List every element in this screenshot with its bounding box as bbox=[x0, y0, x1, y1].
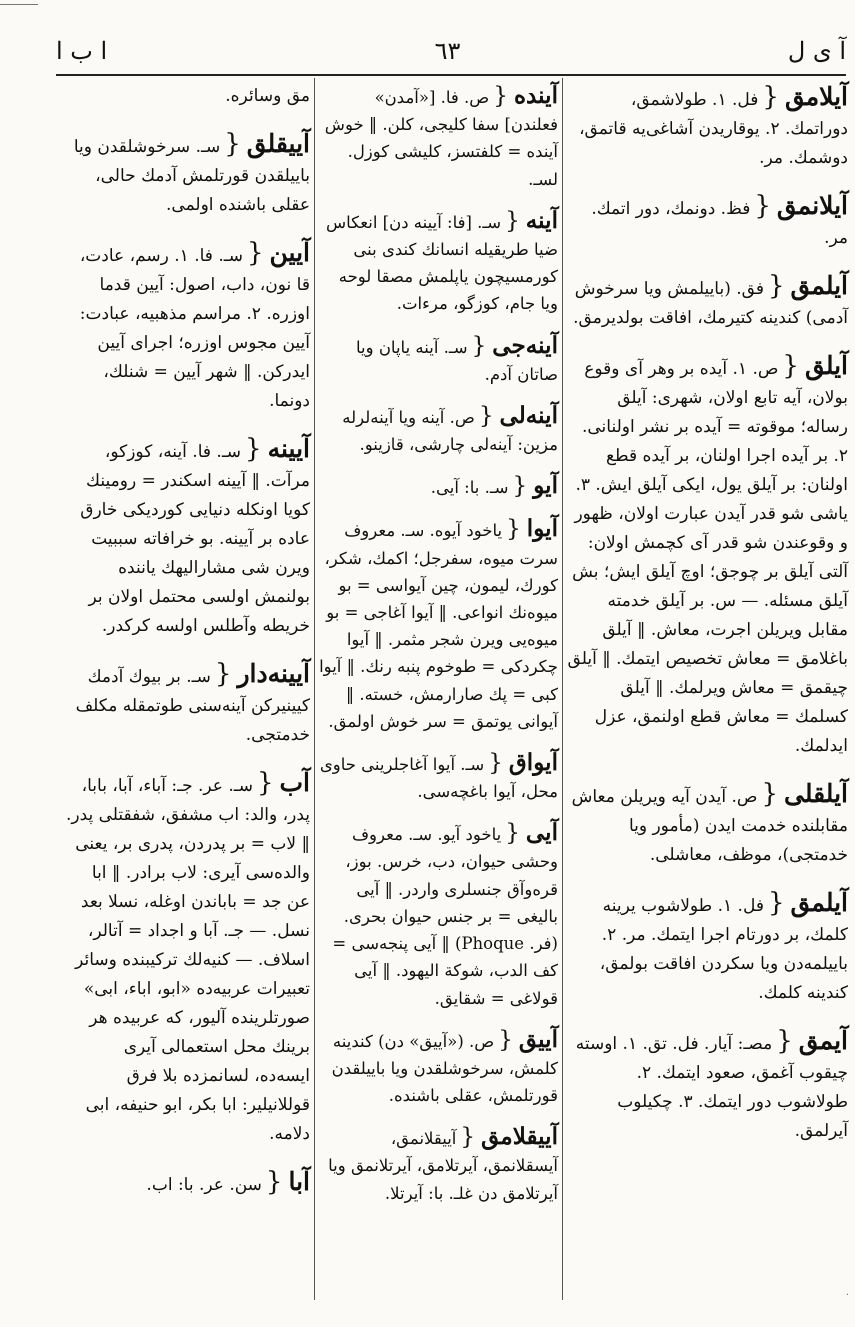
brace-mark: { bbox=[488, 749, 503, 776]
dictionary-entry bbox=[64, 1167, 310, 1204]
headword: آینه‌جی bbox=[492, 331, 558, 359]
headword: آییقلامق bbox=[481, 1123, 558, 1151]
column-middle bbox=[318, 82, 558, 1221]
brace-mark: { bbox=[245, 434, 262, 464]
dictionary-entry bbox=[566, 1026, 848, 1150]
definition: سن. عر. با: اب. bbox=[146, 1175, 262, 1195]
definition: سـ. آینه یاپان ویا صاتان آدم. bbox=[355, 337, 558, 384]
headword: آیینه‌دار bbox=[237, 659, 310, 688]
headword: آینه‌لی bbox=[499, 401, 558, 429]
dictionary-entry bbox=[64, 238, 310, 420]
column-right bbox=[566, 82, 848, 1164]
brace-mark: { bbox=[471, 332, 487, 359]
headword: آیلقلی bbox=[784, 779, 848, 808]
definition: آییقلانمق، آیسقلانمق، آیرتلامق، آیرتلانمق ویا آیرتلامق دن غلـ. با: آیرتلا. bbox=[328, 1129, 558, 1203]
definition: ص. ١. آیده بر وهر آی وقوع بولان، آیه تابع اولان، شهری: آیلق رساله؛ موقوته = آیده بر نشر اولنانی. ٢. بر آیده اجرا اولنان، بر آیده قطع اولنان: بر آیلق یول، ایکی آیلق ایش. ٣. یاشی شو قدر آیدن عبارت اولان، ظهور و وقوعندن شو قدر آی کچمش اولان: آلتی آیلق بر چوجق؛ اوچ آیلق ایش؛ بش آیلق مسئله. — س. بر آیلق خدمته مقابل ویریلن اجرت، معاش. ‖ آیلق باغلامق = معاش تخصیص ایتمك. ‖ آیلق چیقمق = معاش ویرلمك. ‖ آیلق کسلمك = معاش قطع اولنمق، عزل ایدلمك. bbox=[567, 359, 848, 756]
brace-mark: { bbox=[767, 888, 785, 918]
headword: آیلانمق bbox=[776, 191, 848, 220]
definition: مق وسائره. bbox=[225, 86, 310, 106]
headword: آیی bbox=[525, 819, 558, 847]
dictionary-entry bbox=[318, 332, 558, 392]
headword: آیمق bbox=[798, 1026, 848, 1055]
definition: ص. آینه ویا آینه‌لرله مزین: آینه‌لی چارشی، قازینو. bbox=[342, 407, 558, 455]
headword: آیینه bbox=[267, 434, 310, 463]
definition: فظ. دونمك، دور اتمك. مر. bbox=[591, 199, 848, 248]
left-guide-word: ا ب ا bbox=[56, 37, 108, 65]
brace-mark: { bbox=[762, 82, 779, 112]
brace-mark: { bbox=[265, 1167, 283, 1197]
headword: آینه bbox=[525, 206, 558, 234]
dictionary-entry bbox=[318, 82, 558, 197]
definition: فل. ١. طولاشمق، دوراتمك. ٢. یوقاریدن آشاغی‌یه قاتمق، دوشمك. مر. bbox=[579, 90, 848, 168]
right-guide-word: آ ی ل bbox=[787, 37, 846, 65]
dictionary-entry bbox=[318, 472, 558, 505]
brace-mark: { bbox=[767, 271, 785, 301]
dictionary-entry bbox=[64, 82, 310, 115]
dictionary-entry bbox=[318, 749, 558, 809]
definition: سـ. [فا: آیینه دن] انعکاس ضیا طریقیله انسانك کندی بنی کورمسیچون یاپلمش مصقا لوحه ویا جام، کوزگو، مرءات. bbox=[325, 212, 558, 314]
definition: سـ. فا. ١. رسم، عادت، قا نون، داب، اصول: آیین قدما اوزره. ٢. مراسم مذهبیه، عبادت: آیین مجوس اوزره؛ اجرای آیین ایدرکن. ‖ شهر آیین = شنلك، دونما. bbox=[79, 246, 310, 411]
headword: آییقلق bbox=[246, 129, 310, 158]
brace-mark: { bbox=[214, 659, 232, 689]
dictionary-entry bbox=[566, 779, 848, 874]
dictionary-entry bbox=[64, 434, 310, 645]
headword: آبا bbox=[288, 1167, 310, 1196]
brace-mark: { bbox=[761, 779, 779, 809]
dictionary-entry bbox=[318, 402, 558, 462]
column-divider-right bbox=[562, 78, 563, 1300]
dictionary-entry bbox=[318, 819, 558, 1016]
headword: آیلامق bbox=[784, 82, 848, 111]
dictionary-entry bbox=[318, 207, 558, 322]
definition: ص. («آییق» دن) کندینه کلمش، سرخوشلقدن ویا باییلقدن قورتلمش، عقلی باشنده. bbox=[331, 1031, 558, 1106]
definition: مصـ: آیار. فل. تق. ١. اوسته چیقوب آغمق، صعود ایتمك. ٢. طولاشوب دور ایتمك. ٣. چکیلوب آیرلمق. bbox=[575, 1034, 848, 1141]
page-speck: · bbox=[845, 1290, 849, 1301]
brace-mark: { bbox=[512, 473, 528, 500]
brace-mark: { bbox=[498, 1026, 513, 1053]
headword: آیلق bbox=[804, 351, 848, 380]
brace-mark: { bbox=[256, 768, 274, 798]
definition: یاخود آیوه. سـ. معروف سرت میوه، سفرجل؛ اکمك، شکر، کورك، لیمون، چین آیواسی = بو میوه‌نك انواعی. ‖ آیوا آغاجی = بو میوه‌یی ویرن شجر مثمر. ‖ آیوا چکردکی = طوخوم پنبه رنك. ‖ آیوا کبی = پك صارارمش، خسته. ‖ آیوانی یوتمق = سر خوش اولمق. bbox=[319, 521, 558, 731]
dictionary-entry bbox=[318, 515, 558, 739]
headword: آییق bbox=[518, 1025, 558, 1053]
dictionary-entry bbox=[566, 82, 848, 177]
dictionary-entry bbox=[566, 888, 848, 1012]
dictionary-entry bbox=[318, 1026, 558, 1114]
dictionary-entry bbox=[64, 659, 310, 754]
page-header bbox=[56, 28, 846, 76]
headword: آب bbox=[279, 768, 310, 797]
definition: سـ. با: آیی. bbox=[430, 478, 509, 498]
definition: سـ. فا. آینه، کوزکو، مرآت. ‖ آیینه اسکندر = رومینك کویا اونکله دنیایی کوردیکی خارق عاده بر آیینه. بو خرافاته سببیت ویرن شی مشارالیهك یاننده بولنمش اولسی محتمل اولان بر خریطه وآطلس اولسه کرکدر. bbox=[80, 442, 310, 636]
definition: یاخود آیو. سـ. معروف وحشی حیوان، دب، خرس. بوز، قره‌وآق جنسلری واردر. ‖ آیی بالیغی = بر جنس حیوان بحری. (فر. Phoque) ‖ آیی پنجه‌سی = کف الدب، شوکة الیهود. ‖ آیی قولاغی = شقایق. bbox=[332, 825, 558, 1008]
headword: آیین bbox=[269, 238, 310, 267]
headword: آیو bbox=[533, 472, 558, 500]
column-left bbox=[64, 82, 310, 1218]
headword: آیلمق bbox=[790, 888, 848, 917]
brace-mark: { bbox=[505, 820, 520, 847]
brace-mark: { bbox=[782, 351, 799, 381]
dictionary-entry bbox=[566, 271, 848, 337]
headword: آیوا bbox=[526, 515, 558, 543]
brace-mark: { bbox=[478, 402, 494, 429]
definition: فق. (باییلمش ویا سرخوش آدمی) کندینه کتیرمك، افاقت بولدیرمق. bbox=[573, 279, 848, 328]
definition: سـ. بر بیوك آدمك کیینیرکن آینه‌سنی طوتمقله مکلف خدمتجی. bbox=[75, 667, 310, 745]
headword: آیلمق bbox=[790, 271, 848, 300]
brace-mark: { bbox=[754, 191, 771, 221]
definition: ص. آیدن آیه ویریلن معاش مقابلنده خدمت ایدن (مأمور ویا خدمتجی)، موظف، معاشلی. bbox=[571, 787, 848, 865]
definition: سـ. عر. جـ: آباء، آبا، بابا، پدر، والد: اب مشفق، شفقتلی پدر. ‖ لاب = بر پدردن، پدری بر، یعنی والده‌سی آیری: لاب برادر. ‖ ابا عن جد = باباندن اوغله، نسلا بعد نسل. — جـ. آبا و اجداد = آتالر، اسلاف. — کنیه‌لك ترکیبنده وسائر تعبیرات عربیه‌ده «ابو، اباء، ابی» صورتلرینده آلیور، که عربیده هر برینك محل استعمالی آیری ایسه‌ده، لسانمزده بلا فرق قوللانیلیر: ابا بکر، ابو حنیفه، ابی دلامه. bbox=[65, 776, 310, 1144]
dictionary-entry bbox=[566, 191, 848, 257]
definition: فل. ١. طولاشوب یرینه کلمك، بر دورتام اجرا ایتمك. مر. ٢. باییلمه‌دن ویا سکردن افاقت بولمق، کندینه کلمك. bbox=[599, 896, 848, 1003]
brace-mark: { bbox=[460, 1124, 476, 1151]
dictionary-entry bbox=[566, 351, 848, 765]
brace-mark: { bbox=[246, 238, 264, 268]
brace-mark: { bbox=[493, 83, 508, 109]
dictionary-entry bbox=[318, 1123, 558, 1211]
definition: ص. فا. [«آمدن» فعلندن] سفا کلیجی، کلن. ‖ خوش آینده = کلفتسز، کلیشی کوزل. لسـ. bbox=[324, 88, 558, 189]
dictionary-entry bbox=[64, 129, 310, 224]
definition: سـ. سرخوشلقدن ویا باییلقدن قورتلمش آدمك حالی، عقلی باشنده اولمی. bbox=[73, 137, 310, 215]
dictionary-entry bbox=[64, 768, 310, 1153]
brace-mark: { bbox=[776, 1026, 793, 1056]
brace-mark: { bbox=[506, 516, 521, 543]
column-divider-left bbox=[314, 78, 315, 1300]
definition: سـ. آیوا آغاجلرینی حاوی محل، آیوا باغچه‌سی. bbox=[319, 754, 558, 802]
headword: آیواق bbox=[508, 748, 558, 776]
corner-rule bbox=[0, 4, 38, 5]
brace-mark: { bbox=[224, 129, 241, 159]
headword: آینده bbox=[513, 82, 558, 109]
brace-mark: { bbox=[505, 207, 520, 234]
page-number: ٦٣ bbox=[434, 37, 461, 65]
